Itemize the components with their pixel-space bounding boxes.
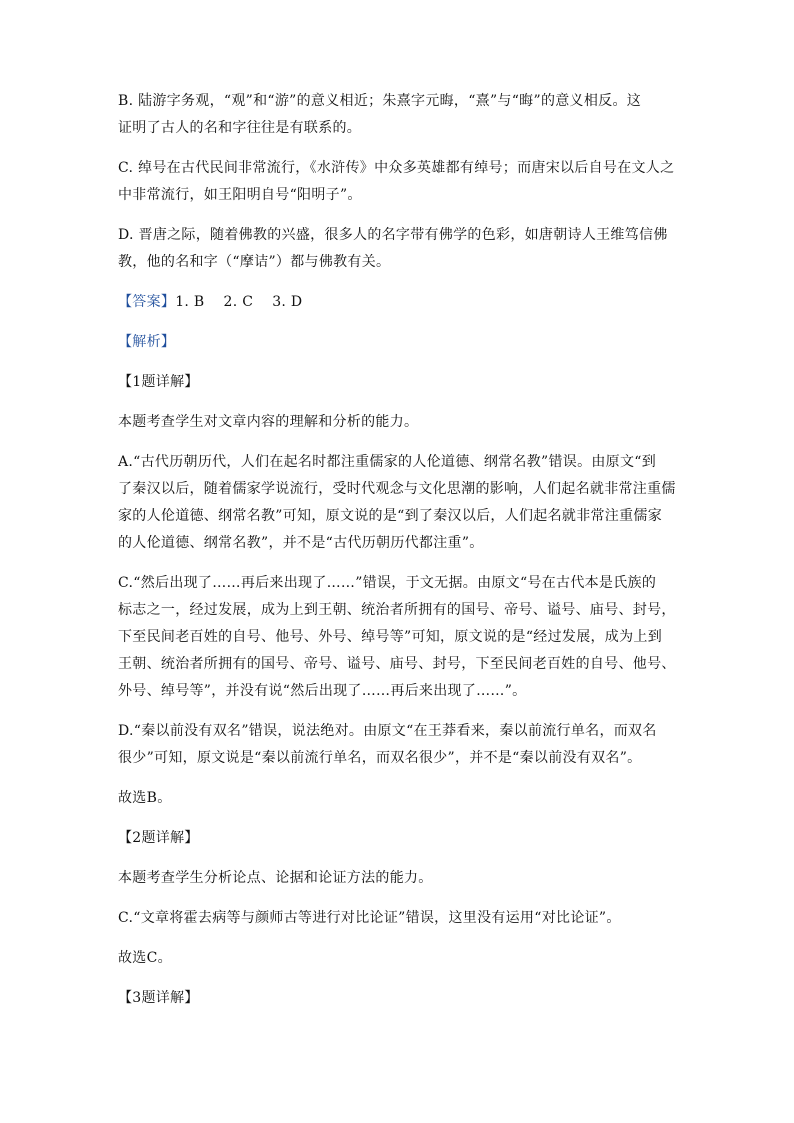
text-line: 中非常流行，如王阳明自号“阳明子”。 <box>118 187 362 203</box>
q3-heading: 【3题详解】 <box>118 990 199 1006</box>
answer-line <box>118 289 678 316</box>
q1-choice: 故选B。 <box>118 790 172 806</box>
text-line: A.“古代历朝历代，人们在起名时都注重儒家的人伦道德、纲常名教”错误。由原文“到 <box>118 454 657 470</box>
text-line: C.“然后出现了……再后来出现了……”错误，于文无据。由原文“号在古代本是氏族的 <box>118 575 657 591</box>
text-line: 标志之一，经过发展，成为上到王朝、统治者所拥有的国号、帝号、谥号、庙号、封号， <box>118 602 676 618</box>
answer-label: 【答案】 <box>118 294 176 310</box>
q2-heading: 【2题详解】 <box>118 830 199 846</box>
document-page <box>118 88 678 1025</box>
text-line: 王朝、统治者所拥有的国号、帝号、谥号、庙号、封号，下至民间老百姓的自号、他号、 <box>118 656 676 672</box>
q1-option-a-analysis <box>118 449 678 557</box>
text-line: D.“秦以前没有双名”错误，说法绝对。由原文“在王莽看来，秦以前流行单名，而双名 <box>118 723 657 739</box>
option-d <box>118 222 678 276</box>
analysis-label: 【解析】 <box>118 334 176 350</box>
text-line: 教，他的名和字（“摩诘”）都与佛教有关。 <box>118 254 391 270</box>
text-line: 下至民间老百姓的自号、他号、外号、绰号等”可知，原文说的是“经过发展，成为上到 <box>118 629 663 645</box>
q1-heading: 【1题详解】 <box>118 374 199 390</box>
analysis-heading <box>118 329 678 356</box>
q1-option-c-analysis <box>118 570 678 705</box>
text-line: 家的人伦道德、纲常名教”可知，原文说的是“到了秦汉以后，人们起名就非常注重儒家 <box>118 508 663 524</box>
q2-option-c-analysis: C.“文章将霍去病等与颜师古等进行对比论证”错误，这里没有运用“对比论证”。 <box>118 910 621 926</box>
text-line: 证明了古人的名和字往往是有联系的。 <box>118 120 362 136</box>
answer-values: 1. B 2. C 3. D <box>175 294 303 310</box>
text-line: 外号、绰号等”，并没有说“然后出现了……再后来出现了……”。 <box>118 683 527 699</box>
text-line: 了秦汉以后，随着儒家学说流行，受时代观念与文化思潮的影响，人们起名就非常注重儒 <box>118 481 676 497</box>
q2-intro: 本题考查学生分析论点、论据和论证方法的能力。 <box>118 870 433 886</box>
q1-option-d-analysis <box>118 718 678 772</box>
text-line: 的人伦道德、纲常名教”，并不是“古代历朝历代都注重”。 <box>118 535 484 551</box>
text-line: D. 晋唐之际，随着佛教的兴盛，很多人的名字带有佛学的色彩，如唐朝诗人王维笃信佛 <box>118 227 668 243</box>
text-line: B. 陆游字务观，“观”和“游”的意义相近；朱熹字元晦，“熹”与“晦”的意义相反。这 <box>118 93 642 109</box>
text-line: 很少”可知，原文说是“秦以前流行单名，而双名很少”，并不是“秦以前没有双名”。 <box>118 750 642 766</box>
q1-intro: 本题考查学生对文章内容的理解和分析的能力。 <box>118 414 419 430</box>
option-c <box>118 155 678 209</box>
option-b <box>118 88 678 142</box>
q2-choice: 故选C。 <box>118 950 172 966</box>
text-line: C. 绰号在古代民间非常流行，《水浒传》中众多英雄都有绰号；而唐宋以后自号在文人之 <box>118 160 675 176</box>
